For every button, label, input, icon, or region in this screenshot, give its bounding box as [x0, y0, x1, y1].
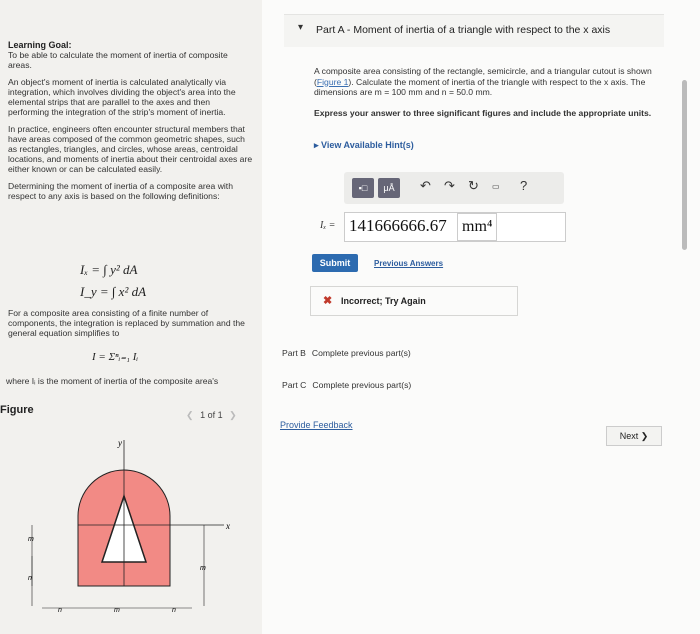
feedback-text: Incorrect; Try Again [341, 296, 426, 306]
answer-value[interactable]: 141666666.67 [349, 216, 447, 235]
submit-button[interactable]: Submit [312, 254, 358, 272]
para-1: An object's moment of inertia is calculated analytically via integration, which involves dividing the object's area into the elemental strips that are parallel to the axes and then performing the integration of the strip's moment of inertia. [8, 77, 236, 117]
learning-goal [8, 40, 253, 208]
scrollbar[interactable] [682, 80, 687, 250]
prev-figure-icon[interactable]: ❮ [186, 410, 194, 420]
para-3: Determining the moment of inertia of a composite area with respect to any axis is based on the following definitions: [8, 181, 233, 201]
units-icon[interactable]: μÅ [378, 178, 400, 198]
x-axis-label: x [226, 521, 230, 531]
eq-sum: I = Σⁿᵢ₌₁ Iᵢ [92, 351, 139, 363]
incorrect-icon: ✖ [323, 295, 333, 307]
eq-ix: Iₓ = ∫ y² dA [80, 262, 138, 277]
reset-icon[interactable]: ↻ [468, 178, 479, 193]
answer-input-box[interactable] [344, 212, 566, 242]
where-text: where Iᵢ is the moment of inertia of the composite area's [6, 376, 219, 386]
problem-statement [314, 66, 674, 98]
provide-feedback-link[interactable]: Provide Feedback [280, 420, 353, 430]
dim-n2: n [172, 607, 176, 614]
eq-iy: I_y = ∫ x² dA [80, 284, 147, 299]
previous-answers-link[interactable]: Previous Answers [374, 259, 444, 268]
part-c-label: Part C [282, 380, 307, 390]
problem-pre: A composite area consisting of the rectangle, semicircle, and a triangular cutout is shown ( [314, 66, 652, 87]
figure-pager [182, 410, 241, 421]
part-b-text: Complete previous part(s) [311, 348, 411, 358]
next-figure-icon[interactable]: ❯ [229, 410, 237, 420]
express-instruction: Express your answer to three significant figures and include the appropriate units. [314, 108, 652, 118]
help-icon[interactable]: ? [520, 178, 528, 193]
y-axis-label: y [118, 438, 122, 448]
pager-text: 1 of 1 [200, 410, 223, 420]
answer-unit[interactable]: mm⁴ [457, 213, 497, 241]
goal-text: To be able to calculate the moment of inertia of composite areas. [8, 50, 228, 70]
para-4: For a composite area consisting of a finite number of components, the integration is replaced by summation and the general equation simplifies to [8, 308, 245, 338]
right-panel [262, 0, 700, 634]
dim-m-bottom: m [114, 607, 120, 614]
view-hints-link[interactable]: ▸ View Available Hint(s) [314, 140, 414, 150]
keyboard-icon[interactable]: ▭ [492, 182, 500, 191]
left-panel [0, 0, 262, 634]
part-b-label: Part B [282, 348, 306, 358]
part-c[interactable] [282, 380, 411, 390]
answer-toolbar [344, 172, 564, 204]
undo-icon[interactable]: ↶ [420, 178, 431, 193]
hint-label: View Available Hint(s) [321, 140, 414, 150]
figure-1 [22, 436, 240, 626]
problem-post: ). Calculate the moment of inertia of the triangle with respect to the x axis. The dimensions are m = 100 mm and n = 50.0 mm. [314, 76, 646, 97]
dim-n-left: n [28, 575, 32, 582]
figure-label: Figure [0, 404, 34, 416]
figure-link[interactable]: Figure 1 [316, 76, 349, 87]
part-b[interactable] [282, 348, 411, 358]
template-icon[interactable]: ▪□ [352, 178, 374, 198]
part-a-title: Part A - Moment of inertia of a triangle with respect to the x axis [316, 24, 611, 36]
answer-label: Iₓ = [320, 220, 336, 231]
dim-m-right: m [200, 565, 206, 572]
goal-title: Learning Goal: [8, 40, 72, 50]
chevron-down-icon[interactable]: ▾ [298, 22, 304, 33]
part-c-text: Complete previous part(s) [312, 380, 412, 390]
next-button[interactable]: Next ❯ [606, 426, 662, 446]
redo-icon[interactable]: ↷ [444, 178, 455, 193]
para-2: In practice, engineers often encounter structural members that have areas composed of the common geometric shapes, such as rectangles, triangles, and circles, whose areas, centroidal locations, and moments of inertia about their centroidal axes are either known or can be calculated easily. [8, 124, 253, 174]
feedback-box [310, 286, 518, 316]
dim-n1: n [58, 607, 62, 614]
dim-m-left: m [28, 536, 34, 543]
